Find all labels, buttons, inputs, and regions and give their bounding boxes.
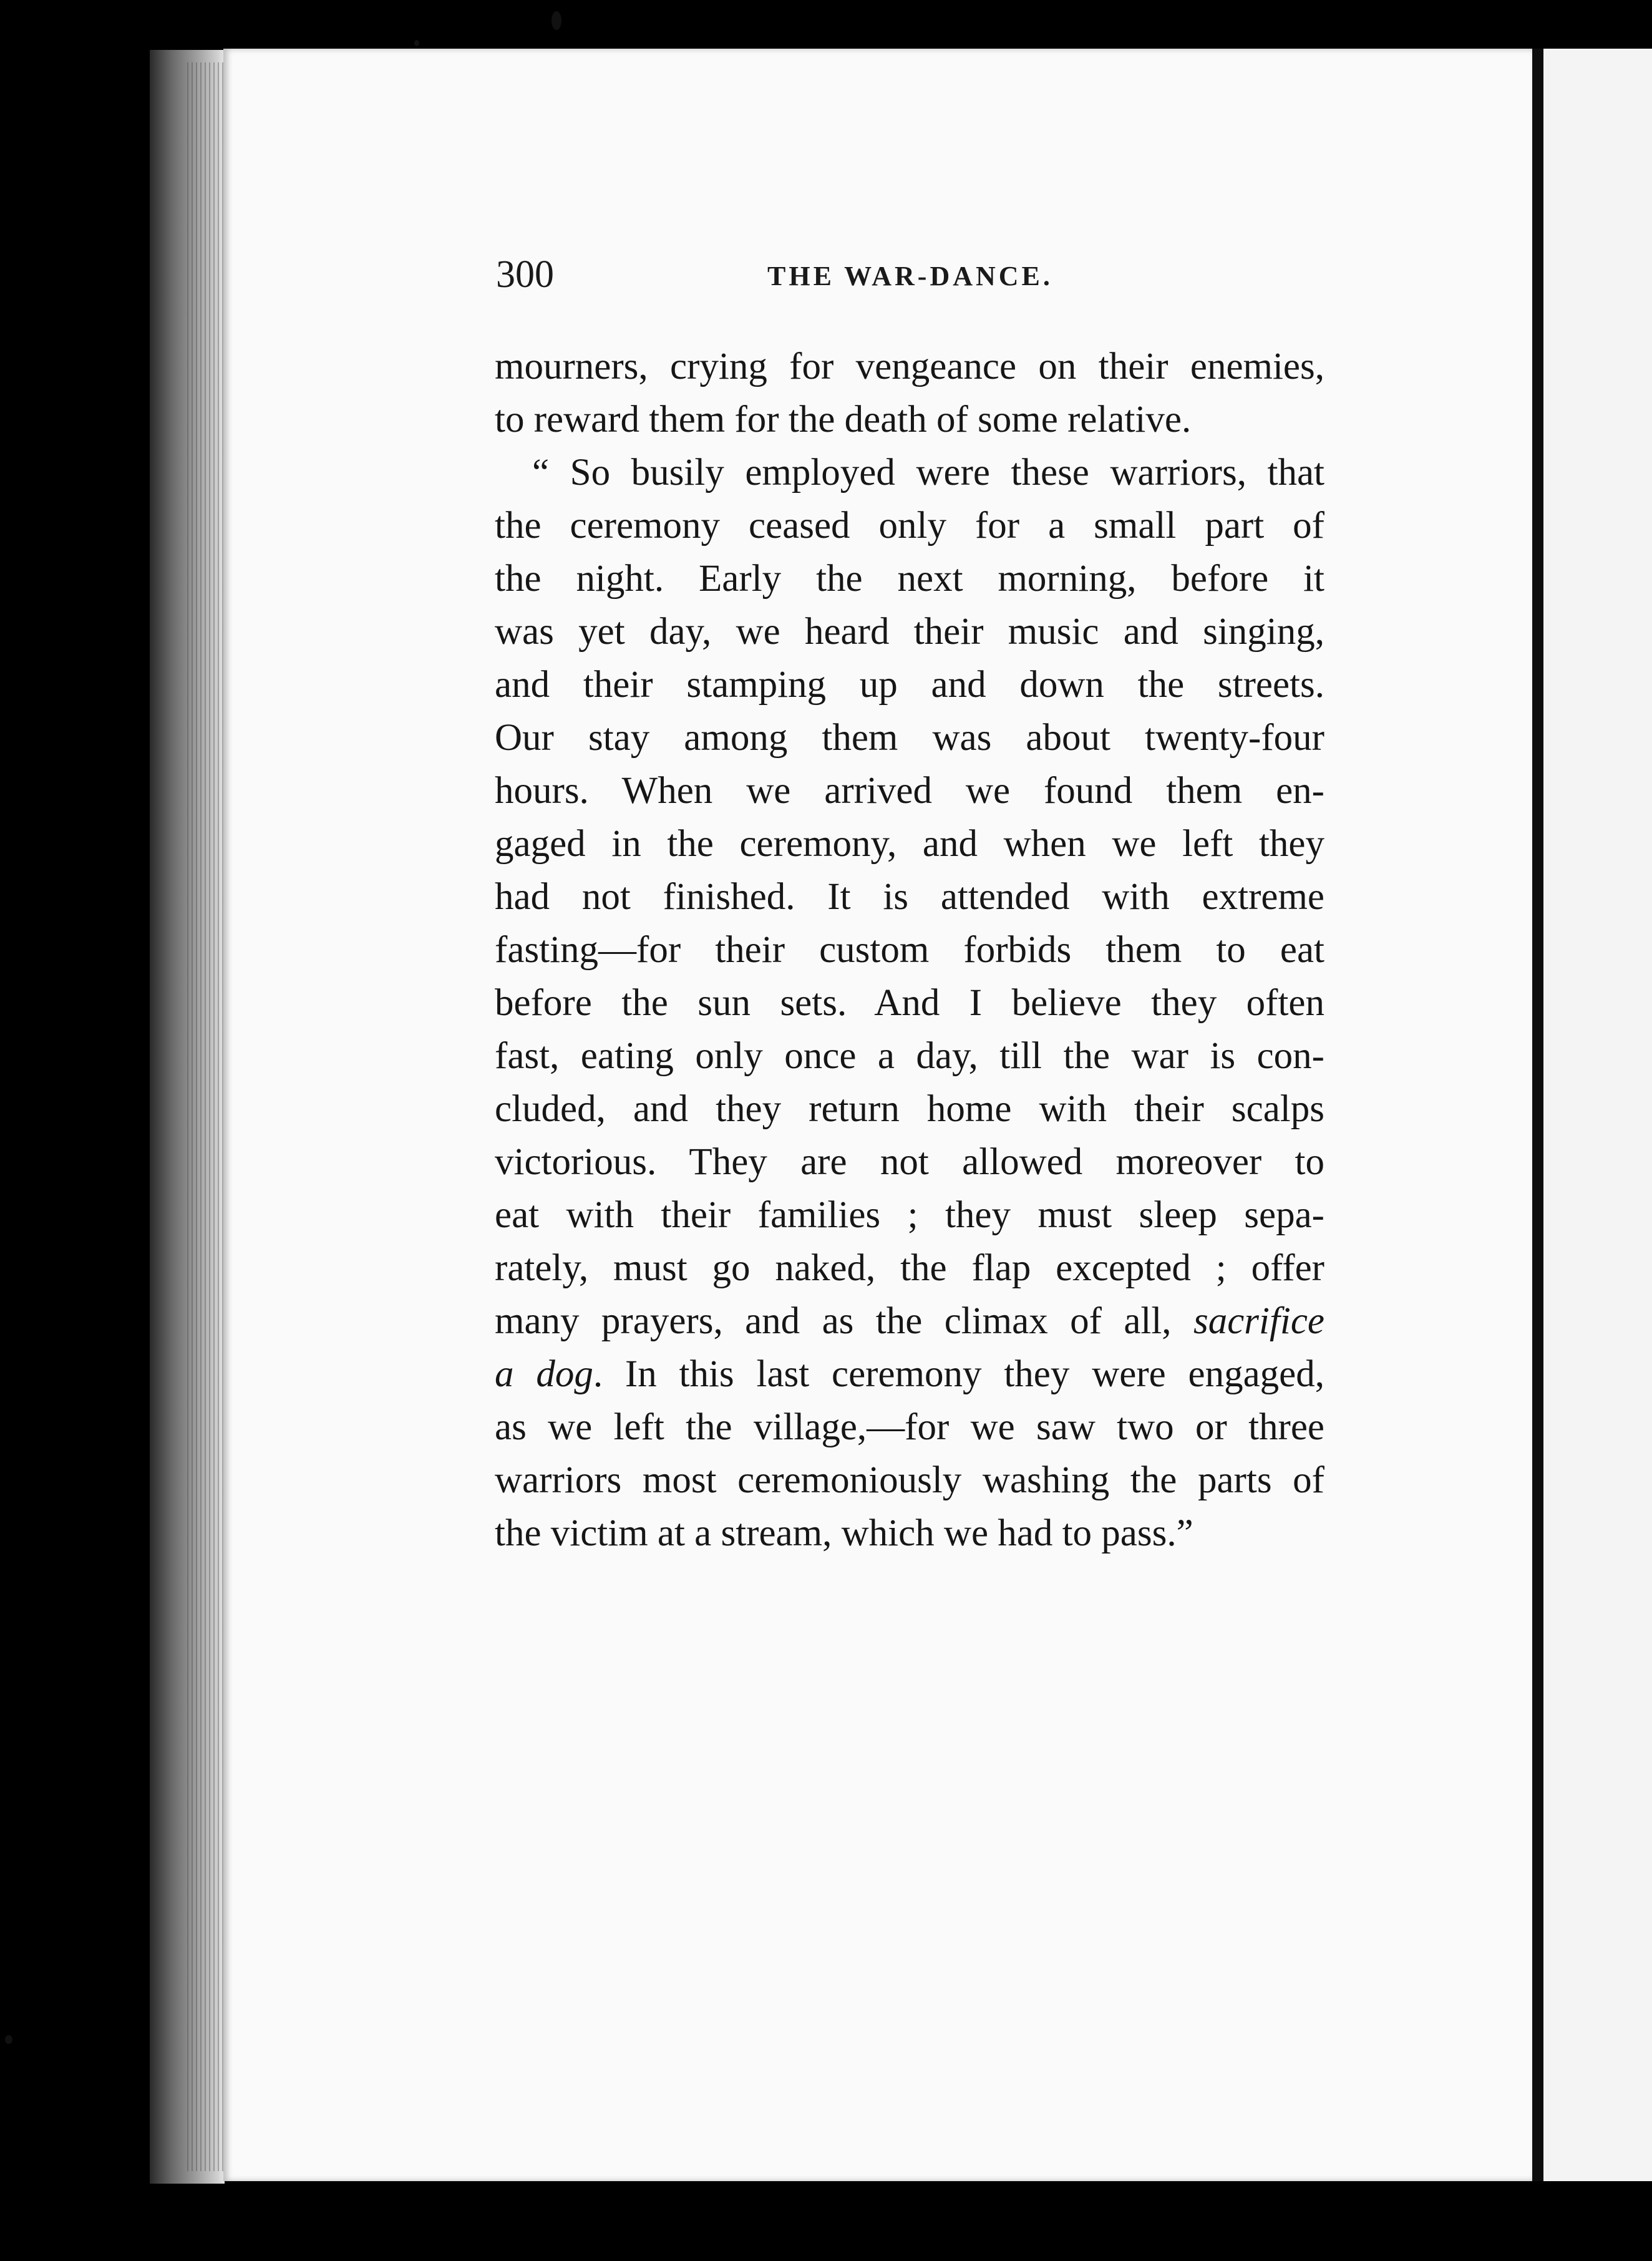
text-segment: Our stay among them was about twenty-four [495, 717, 1324, 759]
running-title: THE WAR-DANCE. [767, 261, 1053, 291]
text-segment: before the sun sets. And I believe they often [495, 982, 1324, 1024]
page-number: 300 [496, 253, 554, 296]
text-segment: “ So busily employed were these warriors, that [532, 452, 1324, 494]
page-header [496, 253, 1332, 296]
text-segment: the ceremony ceased only for a small part of [495, 505, 1324, 547]
italic-text-segment: a dog [495, 1353, 593, 1395]
text-line [495, 1507, 1324, 1560]
text-segment: . In this last ceremony they were engaged, [593, 1353, 1325, 1395]
text-segment: gaged in the ceremony, and when we left they [495, 823, 1324, 865]
text-line [495, 711, 1324, 764]
scan-speck [5, 2035, 12, 2044]
text-line [495, 1348, 1324, 1401]
text-line [495, 393, 1324, 446]
text-segment: had not finished. It is attended with extreme [495, 876, 1324, 918]
book-gutter [1532, 49, 1543, 2181]
text-line [495, 1454, 1324, 1507]
text-line [495, 340, 1324, 393]
text-segment: and their stamping up and down the streets. [495, 664, 1324, 706]
text-segment: warriors most ceremoniously washing the parts of [495, 1459, 1324, 1501]
text-segment: as we left the village,—for we saw two or three [495, 1406, 1324, 1448]
text-line [495, 658, 1324, 711]
text-line [495, 1242, 1324, 1295]
facing-page-edge [1543, 49, 1652, 2181]
text-line [495, 1135, 1324, 1189]
text-segment: hours. When we arrived we found them en- [495, 770, 1324, 812]
italic-text-segment: sacrifice [1193, 1300, 1324, 1342]
text-line [495, 446, 1324, 499]
text-line [495, 1295, 1324, 1348]
text-line [495, 499, 1324, 552]
text-segment: victorious. They are not allowed moreover to [495, 1141, 1324, 1183]
text-segment: the night. Early the next morning, before it [495, 558, 1324, 600]
text-line [495, 870, 1324, 923]
text-line [495, 923, 1324, 976]
text-segment: eat with their families ; they must sleep sepa- [495, 1194, 1324, 1236]
text-segment: to reward them for the death of some relative. [495, 399, 1192, 440]
page-edge-texture [187, 62, 225, 2171]
text-segment: was yet day, we heard their music and singing, [495, 611, 1324, 653]
text-line [495, 1189, 1324, 1242]
text-line [495, 552, 1324, 605]
text-line [495, 605, 1324, 658]
text-segment: many prayers, and as the climax of all, [495, 1300, 1193, 1342]
text-line [495, 764, 1324, 817]
scan-speck [414, 40, 419, 46]
text-line [495, 1029, 1324, 1082]
text-segment: mourners, crying for vengeance on their enemies, [495, 346, 1324, 387]
text-line [495, 817, 1324, 870]
text-segment: rately, must go naked, the flap excepted ; offer [495, 1247, 1324, 1289]
text-line [495, 1082, 1324, 1135]
body-text [495, 340, 1324, 1560]
text-segment: cluded, and they return home with their scalps [495, 1088, 1324, 1130]
text-segment: the victim at a stream, which we had to pass.” [495, 1512, 1193, 1554]
scan-speck [551, 11, 561, 30]
text-segment: fasting—for their custom forbids them to eat [495, 929, 1324, 971]
text-line [495, 976, 1324, 1029]
text-line [495, 1401, 1324, 1454]
text-segment: fast, eating only once a day, till the war is con- [495, 1035, 1324, 1077]
